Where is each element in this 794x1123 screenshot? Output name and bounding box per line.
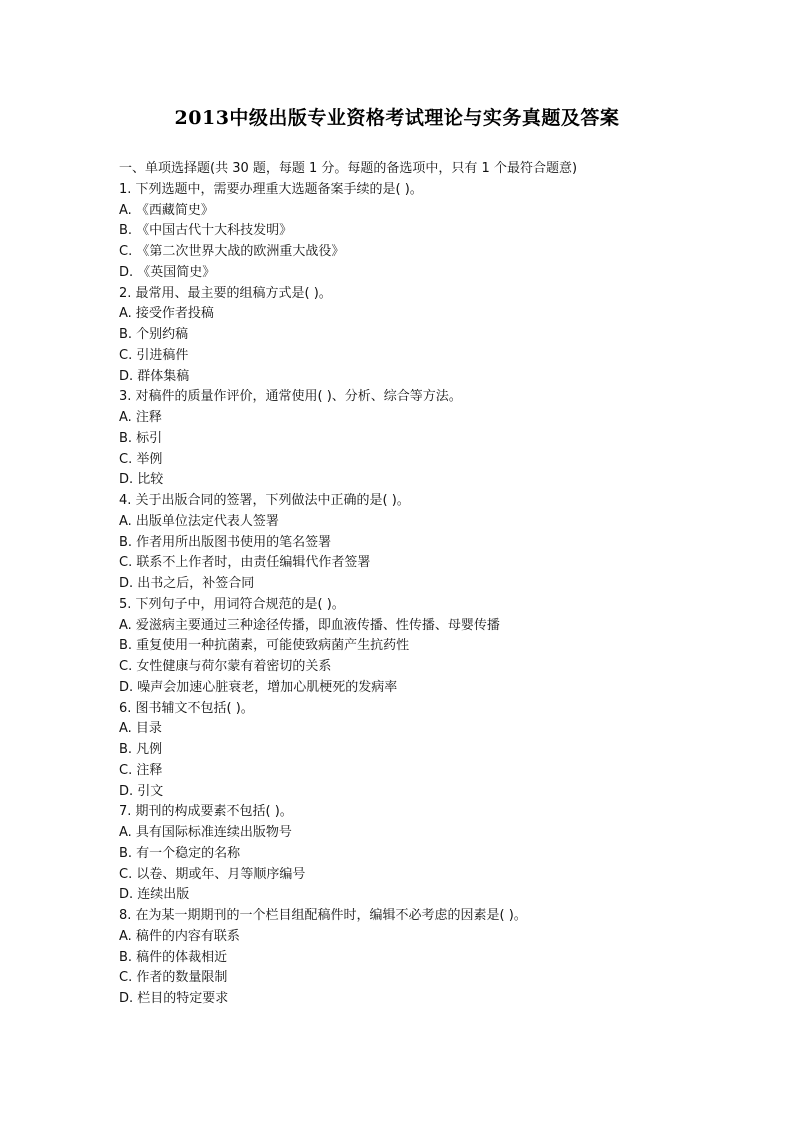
- answer-option: C. 作者的数量限制: [119, 970, 228, 986]
- answer-option: C. 联系不上作者时，由责任编辑代作者签署: [119, 555, 371, 571]
- answer-option: C. 注释: [119, 762, 163, 778]
- document-body: [119, 159, 719, 1010]
- question-stem: 5. 下列句子中，用词符合规范的是( )。: [119, 596, 345, 612]
- answer-option: C. 女性健康与荷尔蒙有着密切的关系: [119, 659, 332, 674]
- answer-option: B. 标引: [119, 430, 163, 446]
- answer-option: B. 重复使用一种抗菌素，可能使致病菌产生抗药性: [119, 638, 410, 654]
- question-stem: 6. 图书辅文不包括( )。: [119, 700, 254, 716]
- section-heading: 一、单项选择题(共 30 题，每题 1 分。每题的备选项中，只有 1 个最符合题意): [119, 161, 578, 176]
- answer-option: B. 作者用所出版图书使用的笔名签署: [119, 534, 332, 550]
- question-stem: 2. 最常用、最主要的组稿方式是( )。: [119, 285, 332, 301]
- answer-option: B. 个别约稿: [119, 327, 189, 342]
- question-stem: 7. 期刊的构成要素不包括( )。: [119, 804, 293, 820]
- answer-option: C. 以卷、期或年、月等顺序编号: [119, 866, 306, 882]
- answer-option: D. 连续出版: [119, 887, 190, 903]
- answer-option: C. 举例: [119, 451, 163, 467]
- answer-option: B. 凡例: [119, 742, 163, 757]
- answer-option: D. 《英国简史》: [119, 264, 216, 280]
- answer-option: A. 注释: [119, 410, 162, 425]
- answer-option: D. 出书之后，补签合同: [119, 576, 255, 591]
- answer-option: A. 接受作者投稿: [119, 306, 214, 322]
- answer-option: B. 《中国古代十大科技发明》: [119, 223, 293, 239]
- answer-option: D. 引文: [119, 783, 164, 799]
- answer-option: C. 《第二次世界大战的欧洲重大战役》: [119, 244, 345, 259]
- answer-option: D. 群体集稿: [119, 368, 190, 384]
- answer-option: B. 有一个稳定的名称: [119, 845, 241, 861]
- answer-option: D. 栏目的特定要求: [119, 991, 229, 1006]
- page-title: 2013中级出版专业资格考试理论与实务真题及答案: [174, 107, 620, 129]
- question-stem: 3. 对稿件的质量作评价，通常使用( )、分析、综合等方法。: [119, 389, 462, 405]
- answer-option: A. 具有国际标准连续出版物号: [119, 825, 292, 840]
- answer-option: A. 出版单位法定代表人签署: [119, 513, 279, 529]
- answer-option: A. 《西藏简史》: [119, 202, 214, 218]
- question-stem: 1. 下列选题中，需要办理重大选题备案手续的是( )。: [119, 181, 423, 197]
- answer-option: D. 比较: [119, 472, 164, 488]
- question-stem: 4. 关于出版合同的签署，下列做法中正确的是( )。: [119, 493, 410, 508]
- answer-option: D. 噪声会加速心脏衰老，增加心肌梗死的发病率: [119, 679, 398, 695]
- answer-option: A. 爱滋病主要通过三种途径传播，即血液传播、性传播、母婴传播: [119, 617, 500, 633]
- question-stem: 8. 在为某一期期刊的一个栏目组配稿件时，编辑不必考虑的因素是( )。: [119, 908, 527, 923]
- answer-option: B. 稿件的体裁相近: [119, 949, 228, 965]
- answer-option: C. 引进稿件: [119, 347, 189, 363]
- answer-option: A. 稿件的内容有联系: [119, 928, 240, 944]
- answer-option: A. 目录: [119, 721, 162, 737]
